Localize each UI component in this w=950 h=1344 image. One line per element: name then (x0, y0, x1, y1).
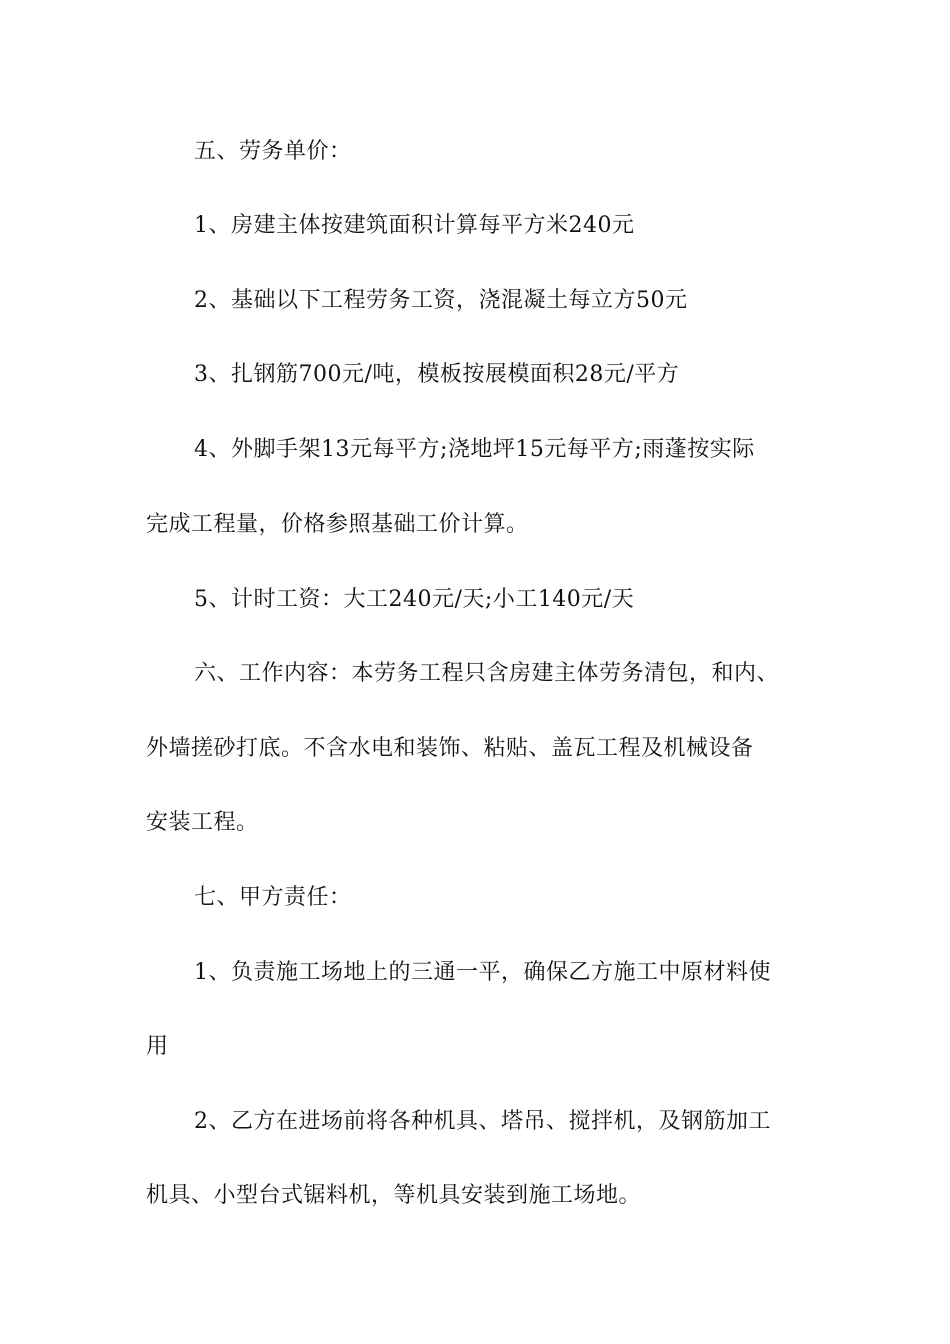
paragraph-line: 1、房建主体按建筑面积计算每平方米240元 (194, 213, 635, 238)
section-heading-party-a-responsibility: 七、甲方责任： (194, 885, 352, 910)
paragraph-line: 1、负责施工场地上的三通一平，确保乙方施工中原材料使 (194, 960, 771, 985)
paragraph-line: 用 (146, 1034, 169, 1059)
paragraph-line: 3、扎钢筋700元/吨，模板按展模面积28元/平方 (194, 362, 680, 387)
paragraph-line: 5、计时工资：大工240元/天;小工140元/天 (194, 587, 635, 612)
paragraph-line: 安装工程。 (146, 810, 259, 835)
paragraph-line: 2、基础以下工程劳务工资，浇混凝土每立方50元 (194, 288, 688, 313)
paragraph-line: 完成工程量，价格参照基础工价计算。 (146, 512, 529, 537)
paragraph-line: 4、外脚手架13元每平方;浇地坪15元每平方;雨蓬按实际 (194, 437, 755, 462)
section-heading-labor-price: 五、劳务单价： (194, 139, 352, 164)
paragraph-line: 外墙搓砂打底。不含水电和装饰、粘贴、盖瓦工程及机械设备 (146, 736, 754, 761)
paragraph-line: 机具、小型台式锯料机，等机具安装到施工场地。 (146, 1183, 642, 1208)
section-heading-work-content: 六、工作内容：本劳务工程只含房建主体劳务清包，和内、 (194, 661, 780, 686)
paragraph-line: 2、乙方在进场前将各种机具、塔吊、搅拌机，及钢筋加工 (194, 1109, 771, 1134)
